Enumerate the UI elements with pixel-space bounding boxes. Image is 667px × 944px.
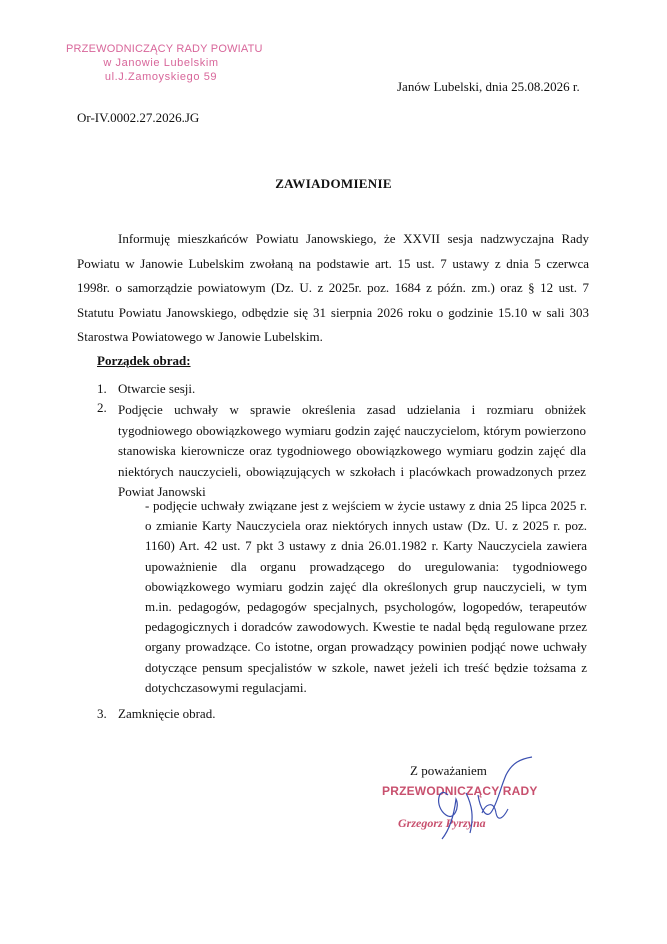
handwritten-signature [420, 755, 550, 845]
stamp-line-2: w Janowie Lubelskim [103, 57, 219, 69]
closing-phrase: Z poważaniem [410, 763, 487, 778]
agenda-item-text: Podjęcie uchwały w sprawie określenia zasad udzielania i rozmiaru obniżek tygodniowego obowiązkowego wymiaru godzin zajęć nauczycielom, którym powierzono stanowiska kierownicze oraz tygodniowego obowiązkowego wymiaru godzin zajęć dla niektórych nauczycieli, obowiązujących w szkołach i placówkach prowadzonych przez Powiat Janowski [118, 402, 586, 499]
signature-stamp-name: Grzegorz Pyrzyna [398, 816, 486, 830]
agenda-item-text: Zamknięcie obrad. [118, 706, 216, 721]
stamp-line-3: ul.J.Zamoyskiego 59 [104, 71, 218, 83]
council-chairman-stamp [66, 42, 263, 84]
agenda-item-number: 1. [97, 381, 107, 396]
document-title: ZAWIADOMIENIE [275, 176, 392, 191]
place-and-date: Janów Lubelski, dnia 25.08.2026 r. [397, 79, 580, 94]
stamp-line-1: PRZEWODNICZĄCY RADY POWIATU [66, 43, 263, 55]
reference-number: Or-IV.0002.27.2026.JG [77, 110, 200, 125]
agenda-item-number: 3. [97, 706, 107, 721]
intro-paragraph: Informuję mieszkańców Powiatu Janowskiego, że XXVII sesja nadzwyczajna Rady Powiatu w Janowie Lubelskim zwołaną na podstawie art. 15 ust. 7 ustawy z dnia 5 czerwca 1998r. o samorządzie powiatowym (Dz. U. z 2025r. poz. 1684 z późn. zm.) oraz § 12 ust. 7 Statutu Powiatu Janowskiego, odbędzie się 31 sierpnia 2026 roku o godzinie 15.10 w sali 303 Starostwa Powiatowego w Janowie Lubelskim. [77, 231, 589, 344]
signature-stamp-title: PRZEWODNICZĄCY RADY [382, 784, 538, 798]
agenda-heading: Porządek obrad: [97, 353, 191, 368]
agenda-item-2-note: - podjęcie uchwały związane jest z wejściem w życie ustawy z dnia 25 lipca 2025 r. o zmianie Karty Nauczyciela oraz niektórych innych ustaw (Dz. U. z 2025 r. poz. 1160) Art. 42 ust. 7 pkt 3 ustawy z dnia 26.01.1982 r. Karty Nauczyciela zawiera upoważnienie dla organu prowadzącego do uregulowania: tygodniowego obowiązkowego wymiaru godzin zajęć dla określonych grup nauczycieli, w tym m.in. pedagogów, pedagogów specjalnych, psychologów, logopedów, terapeutów pedagogicznych i doradców zawodowych. Kwestie te nadal będą regulowane przez organy prowadzące. Co istotne, organ prowadzący powinien podjąć nowe uchwały dotyczące pensum specjalistów w szkole, nawet jeżeli ich treść będzie tożsama z dotychczasowymi regulacjami. [145, 498, 587, 695]
agenda-item-text: Otwarcie sesji. [118, 381, 196, 396]
agenda-item-number: 2. [97, 400, 107, 415]
